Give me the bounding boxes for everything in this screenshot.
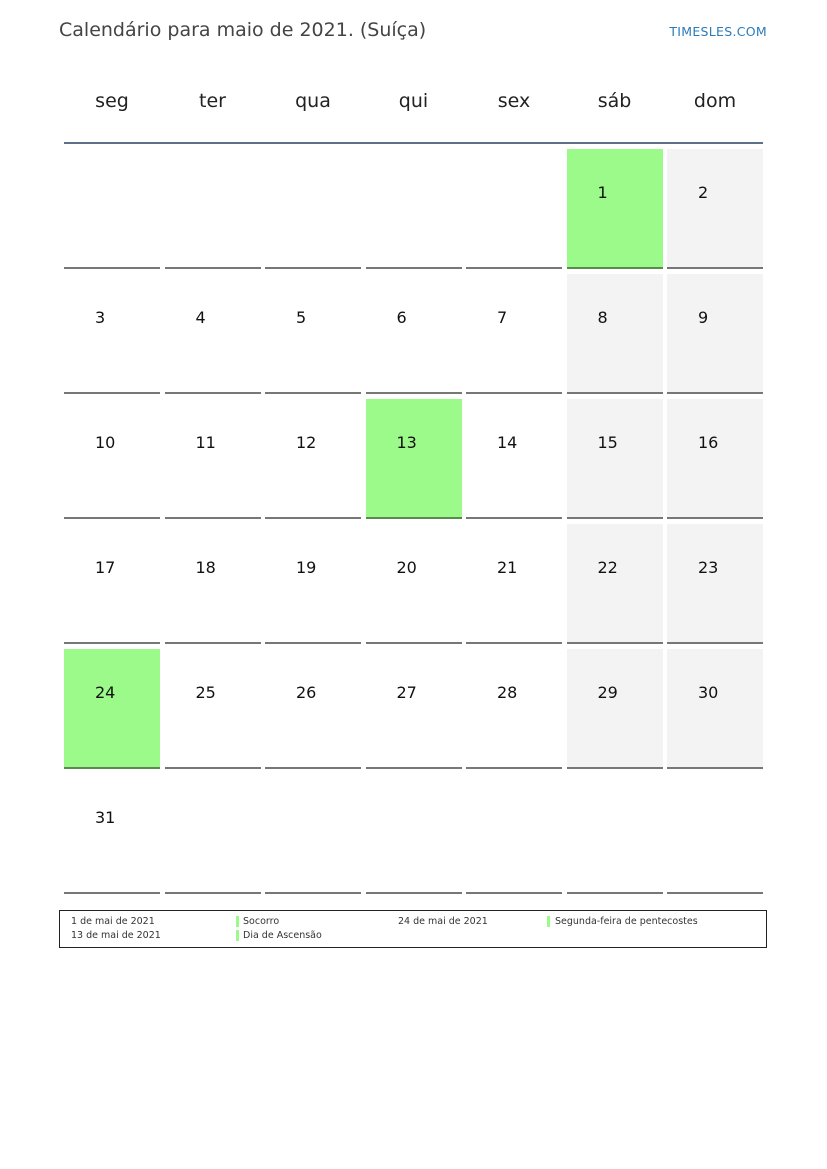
weekday-label: sáb bbox=[597, 90, 632, 112]
day-cell[interactable] bbox=[366, 524, 462, 644]
day-cell[interactable] bbox=[165, 524, 261, 644]
day-number: 23 bbox=[698, 558, 719, 577]
day-cell[interactable] bbox=[667, 399, 763, 519]
day-cell[interactable] bbox=[64, 399, 160, 519]
day-cell[interactable] bbox=[165, 399, 261, 519]
empty-day-cell bbox=[165, 774, 261, 894]
empty-day-cell bbox=[466, 774, 562, 894]
weekday-label: qui bbox=[398, 90, 429, 112]
day-cell[interactable] bbox=[466, 274, 562, 394]
day-cell[interactable] bbox=[265, 274, 361, 394]
empty-day-cell bbox=[466, 149, 562, 269]
day-cell[interactable] bbox=[64, 274, 160, 394]
day-number: 25 bbox=[195, 683, 216, 702]
empty-day-cell bbox=[265, 149, 361, 269]
day-cell[interactable] bbox=[466, 524, 562, 644]
empty-day-cell bbox=[567, 774, 663, 894]
legend-name-1: Socorro bbox=[243, 916, 280, 927]
day-number: 18 bbox=[195, 558, 216, 577]
weekday-label: sex bbox=[497, 90, 531, 112]
day-number: 3 bbox=[95, 308, 106, 327]
weekday-header-row bbox=[64, 90, 764, 142]
day-number: 2 bbox=[698, 183, 709, 202]
header-divider bbox=[64, 142, 763, 144]
day-cell[interactable] bbox=[567, 399, 663, 519]
day-number: 9 bbox=[698, 308, 709, 327]
day-cell[interactable] bbox=[165, 274, 261, 394]
day-cell[interactable] bbox=[366, 274, 462, 394]
day-cell[interactable] bbox=[265, 524, 361, 644]
day-cell[interactable] bbox=[366, 649, 462, 769]
empty-day-cell bbox=[265, 774, 361, 894]
day-number: 19 bbox=[296, 558, 317, 577]
empty-day-cell bbox=[165, 149, 261, 269]
day-cell[interactable] bbox=[567, 649, 663, 769]
day-number: 30 bbox=[698, 683, 719, 702]
day-number: 29 bbox=[597, 683, 618, 702]
day-cell[interactable] bbox=[466, 649, 562, 769]
day-cell[interactable] bbox=[64, 649, 160, 769]
page-title: Calendário para maio de 2021. (Suíça) bbox=[59, 19, 427, 41]
legend-date-3: 24 de mai de 2021 bbox=[398, 916, 488, 927]
day-number: 21 bbox=[497, 558, 518, 577]
day-number: 1 bbox=[597, 183, 608, 202]
empty-day-cell bbox=[366, 774, 462, 894]
empty-day-cell bbox=[667, 774, 763, 894]
day-cell[interactable] bbox=[64, 524, 160, 644]
day-cell[interactable] bbox=[366, 399, 462, 519]
day-cell[interactable] bbox=[667, 149, 763, 269]
day-cell[interactable] bbox=[466, 399, 562, 519]
weekday-label: seg bbox=[95, 90, 129, 112]
day-number: 14 bbox=[497, 433, 518, 452]
day-number: 6 bbox=[396, 308, 407, 327]
day-number: 15 bbox=[597, 433, 618, 452]
day-cell[interactable] bbox=[667, 524, 763, 644]
day-number: 20 bbox=[396, 558, 417, 577]
day-number: 27 bbox=[396, 683, 417, 702]
legend-date-1: 1 de mai de 2021 bbox=[71, 916, 155, 927]
day-cell[interactable] bbox=[667, 649, 763, 769]
day-number: 16 bbox=[698, 433, 719, 452]
day-number: 10 bbox=[95, 433, 116, 452]
weekday-label: ter bbox=[199, 90, 226, 112]
day-cell[interactable] bbox=[567, 149, 663, 269]
day-number: 7 bbox=[497, 308, 508, 327]
weekday-label: qua bbox=[295, 90, 331, 112]
legend-color-marker bbox=[236, 930, 239, 941]
day-cell[interactable] bbox=[667, 274, 763, 394]
day-number: 5 bbox=[296, 308, 307, 327]
legend-color-marker bbox=[547, 916, 550, 927]
legend-name-2: Dia de Ascensão bbox=[243, 930, 322, 941]
legend-date-2: 13 de mai de 2021 bbox=[71, 930, 161, 941]
day-cell[interactable] bbox=[567, 524, 663, 644]
day-cell[interactable] bbox=[567, 274, 663, 394]
legend-name-3: Segunda-feira de pentecostes bbox=[555, 916, 698, 927]
day-number: 4 bbox=[195, 308, 206, 327]
day-number: 8 bbox=[597, 308, 608, 327]
day-number: 11 bbox=[195, 433, 216, 452]
empty-day-cell bbox=[366, 149, 462, 269]
day-number: 17 bbox=[95, 558, 116, 577]
day-cell[interactable] bbox=[165, 649, 261, 769]
weekday-label: dom bbox=[693, 90, 737, 112]
legend-color-marker bbox=[236, 916, 239, 927]
day-cell[interactable] bbox=[64, 774, 160, 894]
day-number: 22 bbox=[597, 558, 618, 577]
day-number: 13 bbox=[396, 433, 417, 452]
day-number: 31 bbox=[95, 808, 116, 827]
day-number: 24 bbox=[95, 683, 116, 702]
brand-link[interactable]: TIMESLES.COM bbox=[669, 24, 767, 39]
day-cell[interactable] bbox=[265, 399, 361, 519]
day-cell[interactable] bbox=[265, 649, 361, 769]
day-number: 12 bbox=[296, 433, 317, 452]
holiday-legend bbox=[59, 910, 767, 948]
empty-day-cell bbox=[64, 149, 160, 269]
day-number: 26 bbox=[296, 683, 317, 702]
day-number: 28 bbox=[497, 683, 518, 702]
